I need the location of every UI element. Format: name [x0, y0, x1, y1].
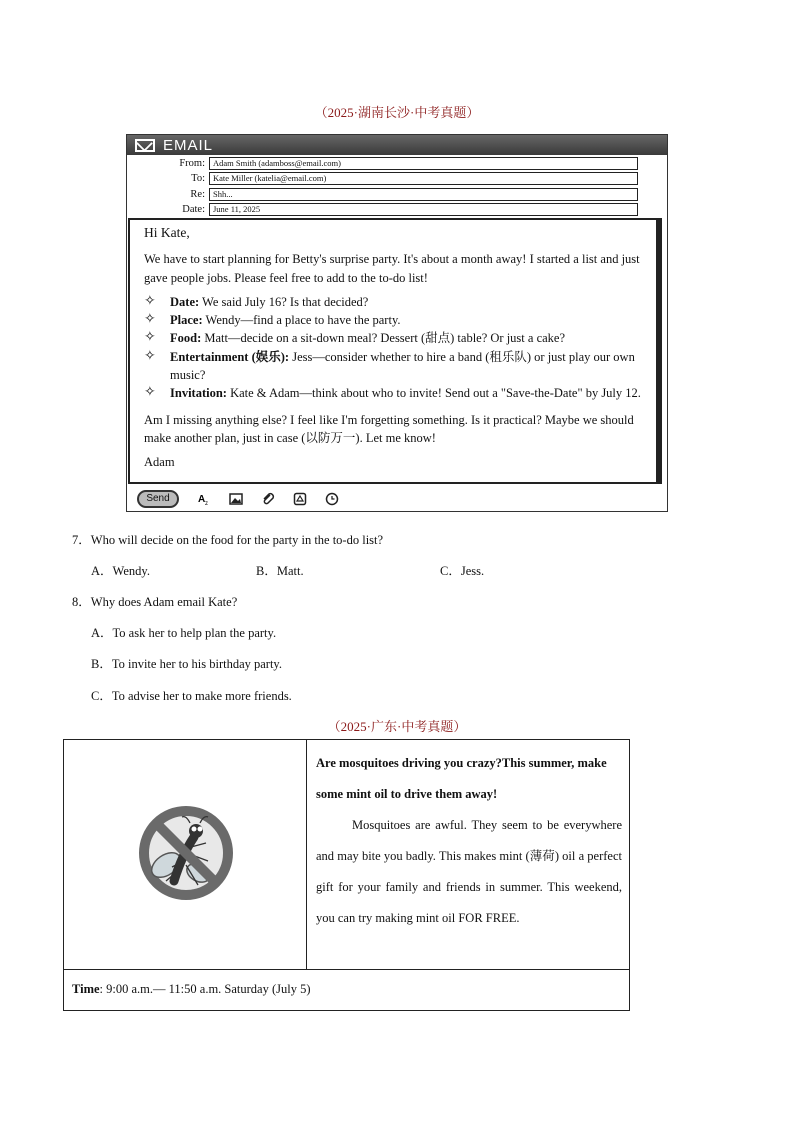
diamond-bullet-icon: ✧: [144, 348, 156, 364]
todo-label: Entertainment (娱乐):: [170, 349, 290, 364]
send-button[interactable]: Send: [137, 490, 179, 508]
svg-text:z: z: [205, 501, 208, 506]
option-text: To invite her to his birthday party.: [111, 657, 282, 671]
option-7c[interactable]: [440, 561, 484, 579]
question-number: 8．: [72, 595, 91, 609]
subject-row: [127, 188, 638, 201]
time-value: : 9:00 a.m.— 11:50 a.m. Saturday (July 5): [99, 982, 311, 996]
ad-body: Mosquitoes are awful. They seem to be everywhere and may bite you badly. This makes mint (薄荷) oil a perfect gift for your family and friends in summer. This weekend, you can try making mint oil FOR FREE.: [316, 818, 622, 925]
option-letter: A．: [91, 626, 113, 640]
date-field[interactable]: June 11, 2025: [209, 203, 638, 216]
todo-text: Jess—consider whether to hire a band (租乐队) or just play our own music?: [170, 349, 635, 383]
source-label-1: （2025·湖南长沙·中考真题）: [314, 105, 480, 120]
ad-text-cell: [308, 740, 629, 969]
to-field[interactable]: Kate Miller (katelia@email.com): [209, 172, 638, 185]
option-8c[interactable]: [91, 686, 292, 704]
svg-text:A: A: [198, 494, 206, 505]
ad-headline: Are mosquitoes driving you crazy?This summer, make some mint oil to drive them away!: [316, 756, 607, 801]
from-row: [127, 157, 638, 170]
email-window: [126, 134, 668, 512]
todo-text: Kate & Adam—think about who to invite! Send out a "Save-the-Date" by July 12.: [226, 386, 641, 401]
question-text: Why does Adam email Kate?: [90, 595, 238, 609]
option-8b[interactable]: [91, 654, 282, 672]
option-letter: B．: [91, 657, 112, 671]
option-letter: C．: [440, 564, 461, 578]
todo-list: [144, 293, 646, 403]
option-letter: A．: [91, 564, 113, 578]
attachment-icon[interactable]: [261, 492, 275, 506]
option-letter: C．: [91, 689, 112, 703]
option-7a[interactable]: [91, 561, 150, 579]
from-field[interactable]: Adam Smith (adamboss@email.com): [209, 157, 638, 170]
todo-label: Food:: [170, 331, 202, 346]
email-toolbar: [137, 490, 339, 508]
option-text: To ask her to help plan the party.: [112, 626, 277, 640]
email-greeting: Hi Kate,: [144, 225, 190, 240]
question-number: 7．: [72, 533, 91, 547]
envelope-icon: [135, 139, 155, 152]
todo-text: Matt—decide on a sit-down meal? Dessert (甜点) table? Or just a cake?: [201, 331, 566, 346]
schedule-icon[interactable]: [325, 492, 339, 506]
date-label: Date:: [182, 204, 205, 215]
option-7b[interactable]: [256, 561, 304, 579]
todo-item: [144, 329, 646, 347]
image-icon[interactable]: [229, 492, 243, 506]
todo-item: [144, 348, 646, 385]
diamond-bullet-icon: ✧: [144, 330, 156, 346]
option-letter: B．: [256, 564, 277, 578]
to-row: [127, 172, 638, 185]
email-body[interactable]: [128, 218, 662, 484]
source-label-2: （2025·广东·中考真题）: [327, 719, 467, 734]
subject-field[interactable]: Shh...: [209, 188, 638, 201]
diamond-bullet-icon: ✧: [144, 293, 156, 309]
email-title-bar: [127, 135, 667, 155]
question-text: Who will decide on the food for the party in the to-do list?: [90, 533, 384, 547]
todo-label: Place:: [170, 313, 203, 328]
todo-text: Wendy—find a place to have the party.: [202, 313, 401, 328]
drive-icon[interactable]: [293, 492, 307, 506]
subject-label: Re:: [190, 189, 205, 200]
email-bar-title: EMAIL: [163, 136, 214, 154]
option-text: To advise her to make more friends.: [111, 689, 292, 703]
email-signature: Adam: [144, 455, 175, 470]
to-label: To:: [191, 173, 205, 184]
question-7: [72, 530, 383, 548]
todo-item: [144, 384, 646, 402]
email-intro: We have to start planning for Betty's surprise party. It's about a month away! I started a list and just gave people jobs. Please feel free to add to the to-do list!: [144, 252, 640, 285]
diamond-bullet-icon: ✧: [144, 312, 156, 328]
todo-item: [144, 311, 646, 329]
email-closing: Am I missing anything else? I feel like I'm forgetting something. Is it practical? Maybe we should make another plan, just in case (以防万一). Let me know!: [144, 412, 634, 445]
ad-time-row: [64, 969, 629, 1011]
ad-image-cell: [64, 740, 307, 969]
question-8: [72, 592, 237, 610]
option-text: Wendy.: [112, 564, 150, 578]
time-label: Time: [72, 982, 100, 996]
from-label: From:: [179, 158, 205, 169]
option-8a[interactable]: [91, 623, 276, 641]
option-text: Matt.: [276, 564, 304, 578]
font-size-icon[interactable]: [197, 492, 211, 506]
todo-text: We said July 16? Is that decided?: [199, 294, 369, 309]
option-text: Jess.: [460, 564, 485, 578]
todo-label: Date:: [170, 294, 200, 309]
todo-item: [144, 293, 646, 311]
todo-label: Invitation:: [170, 386, 227, 401]
diamond-bullet-icon: ✧: [144, 385, 156, 401]
date-row: [127, 203, 638, 216]
no-mosquito-icon: [136, 803, 236, 903]
mint-oil-ad-table: [63, 739, 630, 1011]
